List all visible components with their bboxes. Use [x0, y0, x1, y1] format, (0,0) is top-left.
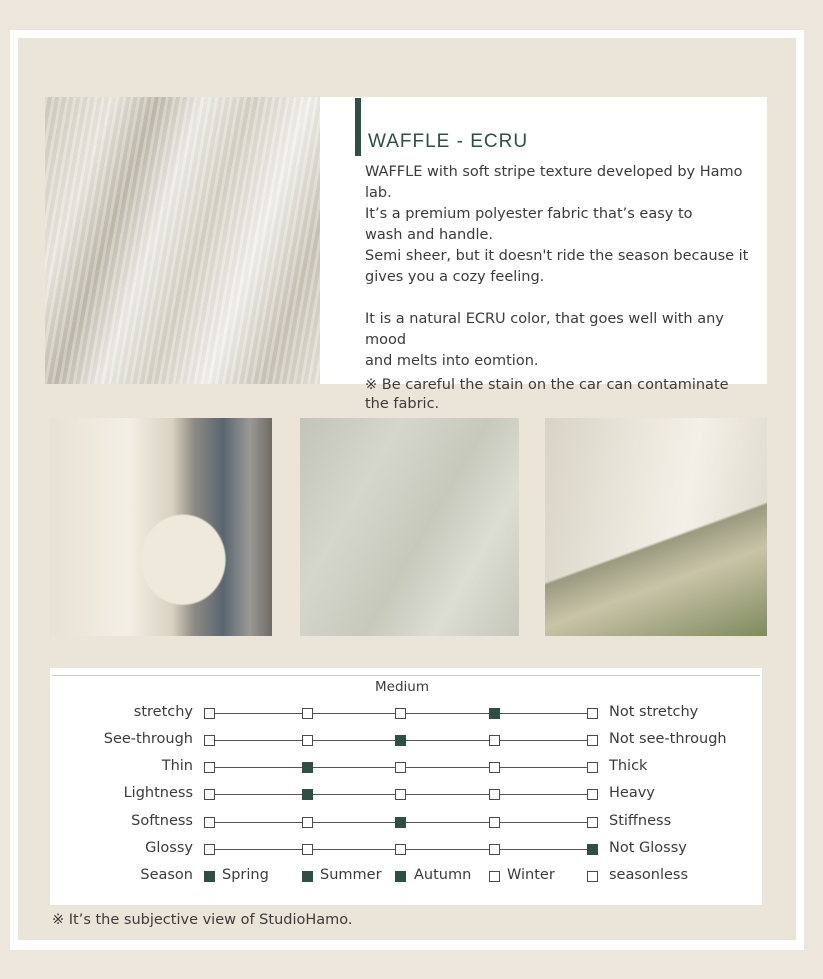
season-label: Season	[140, 867, 193, 883]
scale-marker	[489, 844, 500, 855]
scale-marker	[489, 817, 500, 828]
scale-marker	[204, 817, 215, 828]
scale-left-label: See-through	[103, 731, 193, 747]
scale-marker-selected	[302, 789, 313, 800]
fabric-edge-photo	[545, 418, 767, 636]
season-checkbox	[489, 871, 500, 882]
scale-row	[0, 731, 823, 751]
scale-row	[0, 813, 823, 833]
title-accent-bar	[355, 98, 361, 156]
scale-left-label: stretchy	[133, 704, 193, 720]
scale-right-label: Not see-through	[609, 731, 727, 747]
scale-marker	[587, 789, 598, 800]
fabric-closeup-photo	[300, 418, 519, 636]
scale-marker	[587, 735, 598, 746]
season-row	[0, 867, 823, 887]
desc-line: wash and handle.	[365, 227, 494, 243]
scale-marker	[302, 844, 313, 855]
scale-row	[0, 785, 823, 805]
scale-row	[0, 758, 823, 778]
scale-marker	[302, 708, 313, 719]
scale-left-label: Glossy	[145, 840, 193, 856]
scale-marker	[395, 708, 406, 719]
scale-right-label: Not stretchy	[609, 704, 699, 720]
scale-marker	[489, 762, 500, 773]
season-checkbox	[395, 871, 406, 882]
scale-center-label: Medium	[375, 679, 429, 695]
desc-line: Semi sheer, but it doesn't ride the season because it	[365, 248, 749, 264]
scale-marker-selected	[395, 735, 406, 746]
scale-marker	[395, 762, 406, 773]
scale-right-label: Stiffness	[609, 813, 672, 829]
desc-line: WAFFLE with soft stripe texture developed by Hamo lab.	[365, 164, 743, 201]
scale-marker	[587, 762, 598, 773]
footnote: ※ It’s the subjective view of StudioHamo.	[52, 912, 353, 928]
scale-marker-selected	[395, 817, 406, 828]
scale-marker	[587, 708, 598, 719]
color-line: It is a natural ECRU color, that goes well with any mood	[365, 311, 724, 348]
desc-line: gives you a cozy feeling.	[365, 269, 545, 285]
scale-right-label: Thick	[609, 758, 648, 774]
scale-divider	[52, 675, 760, 676]
scale-row	[0, 704, 823, 724]
season-option-label: Summer	[320, 867, 382, 883]
caution-line: ※ Be careful the stain on the car can contaminate	[365, 377, 729, 393]
scale-marker-selected	[489, 708, 500, 719]
season-option-label: Spring	[222, 867, 269, 883]
scale-right-label: Not Glossy	[609, 840, 687, 856]
scale-left-label: Lightness	[123, 785, 193, 801]
scale-marker	[204, 708, 215, 719]
season-checkbox	[302, 871, 313, 882]
scale-marker-selected	[302, 762, 313, 773]
scale-left-label: Thin	[161, 758, 193, 774]
scale-marker	[395, 844, 406, 855]
scale-marker	[489, 735, 500, 746]
scale-marker	[204, 789, 215, 800]
scale-marker	[489, 789, 500, 800]
fabric-hero-image	[45, 97, 320, 384]
product-title: WAFFLE - ECRU	[368, 131, 529, 152]
scale-marker	[302, 735, 313, 746]
scale-marker	[587, 817, 598, 828]
season-option-label: Winter	[507, 867, 555, 883]
scale-row	[0, 840, 823, 860]
scale-marker	[204, 762, 215, 773]
fabric-tied-photo	[50, 418, 272, 636]
scale-marker-selected	[587, 844, 598, 855]
product-description	[365, 162, 765, 414]
caution-line: the fabric.	[365, 396, 440, 412]
color-line: and melts into eomtion.	[365, 353, 539, 369]
scale-left-label: Softness	[131, 813, 193, 829]
season-checkbox	[587, 871, 598, 882]
season-option-label: seasonless	[609, 867, 689, 883]
desc-line: It’s a premium polyester fabric that’s easy to	[365, 206, 693, 222]
season-option-label: Autumn	[414, 867, 472, 883]
scale-marker	[204, 844, 215, 855]
season-checkbox	[204, 871, 215, 882]
scale-right-label: Heavy	[609, 785, 655, 801]
scale-marker	[395, 789, 406, 800]
scale-marker	[204, 735, 215, 746]
scale-marker	[302, 817, 313, 828]
